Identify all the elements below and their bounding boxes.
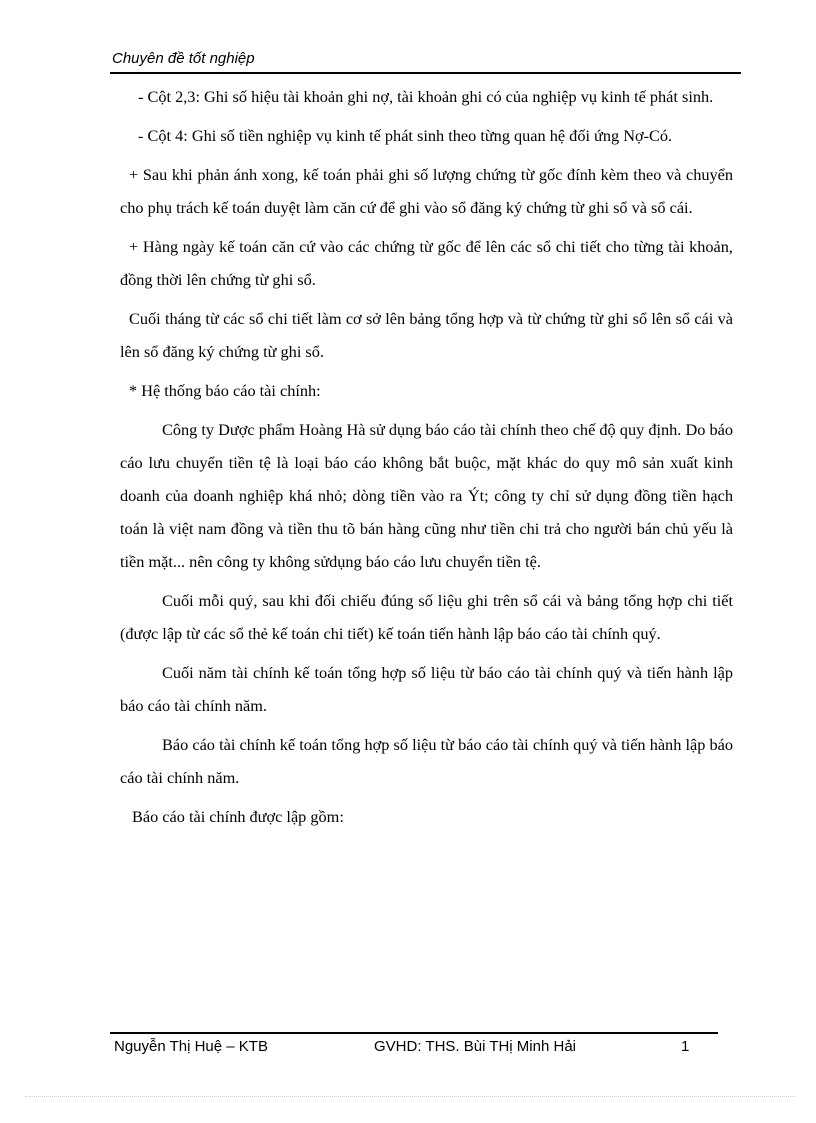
paragraph-daily-posting: + Hàng ngày kế toán căn cứ vào các chứng từ gốc để lên các sổ chi tiết cho từng tài khoản, đồng thời lên chứng từ ghi sổ. [120,237,733,289]
page-header-title: Chuyên đề tốt nghiệp [112,50,255,67]
page-bottom-edge [25,1096,795,1097]
footer-author: Nguyễn Thị Huệ – KTB [114,1038,268,1055]
paragraph-year-end: Cuối năm tài chính kế toán tổng hợp số liệu từ báo cáo tài chính quý và tiến hành lập báo cáo tài chính năm. [120,663,733,715]
paragraph-column-4: - Cột 4: Ghi số tiền nghiệp vụ kinh tế phát sinh theo từng quan hệ đối ứng Nợ-Có. [138,126,673,145]
paragraph-after-recording: + Sau khi phản ánh xong, kế toán phải ghi số lượng chứng từ gốc đính kèm theo và chuyển cho phụ trách kế toán duyệt làm căn cứ để ghi vào sổ đăng ký chứng từ ghi sổ và sổ cái. [120,165,733,217]
document-body [120,80,733,833]
header-divider [110,72,741,74]
paragraph-company-reports: Công ty Dược phẩm Hoàng Hà sử dụng báo cáo tài chính theo chế độ quy định. Do báo cáo lưu chuyển tiền tệ là loại báo cáo không bắt buộc, mặt khác do quy mô sản xuất kinh doanh của doanh nghiệp khá nhỏ; dòng tiền vào ra Ýt; công ty chỉ sử dụng đồng tiền hạch toán là việt nam đồng và tiền thu tõ bán hàng cũng như tiền chi trả cho người bán chủ yếu là tiền mặt... nên công ty không sửdụng báo cáo lưu chuyển tiền tệ. [120,420,733,571]
section-heading-financial-reports: * Hệ thống báo cáo tài chính: [129,381,321,400]
footer-divider [110,1032,718,1034]
footer-advisor: GVHD: THS. Bùi THị Minh Hải [374,1038,576,1055]
paragraph-financial-report-summary: Báo cáo tài chính kế toán tổng hợp số liệu từ báo cáo tài chính quý và tiến hành lập báo cáo tài chính năm. [120,735,733,787]
paragraph-month-end: Cuối tháng từ các sổ chi tiết làm cơ sở lên bảng tổng hợp và từ chứng từ ghi sổ lên sổ cái và lên sổ đăng ký chứng từ ghi sổ. [120,309,733,361]
paragraph-quarter-end: Cuối mỗi quý, sau khi đối chiếu đúng số liệu ghi trên sổ cái và bảng tổng hợp chi tiết (được lập từ các sổ thẻ kế toán chi tiết) kế toán tiến hành lập báo cáo tài chính quý. [120,591,733,643]
page-number: 1 [681,1038,690,1055]
paragraph-column-2-3: - Cột 2,3: Ghi số hiệu tài khoản ghi nợ, tài khoản ghi có của nghiệp vụ kinh tế phát sinh. [138,87,714,106]
paragraph-report-list-intro: Báo cáo tài chính được lập gồm: [132,807,344,826]
